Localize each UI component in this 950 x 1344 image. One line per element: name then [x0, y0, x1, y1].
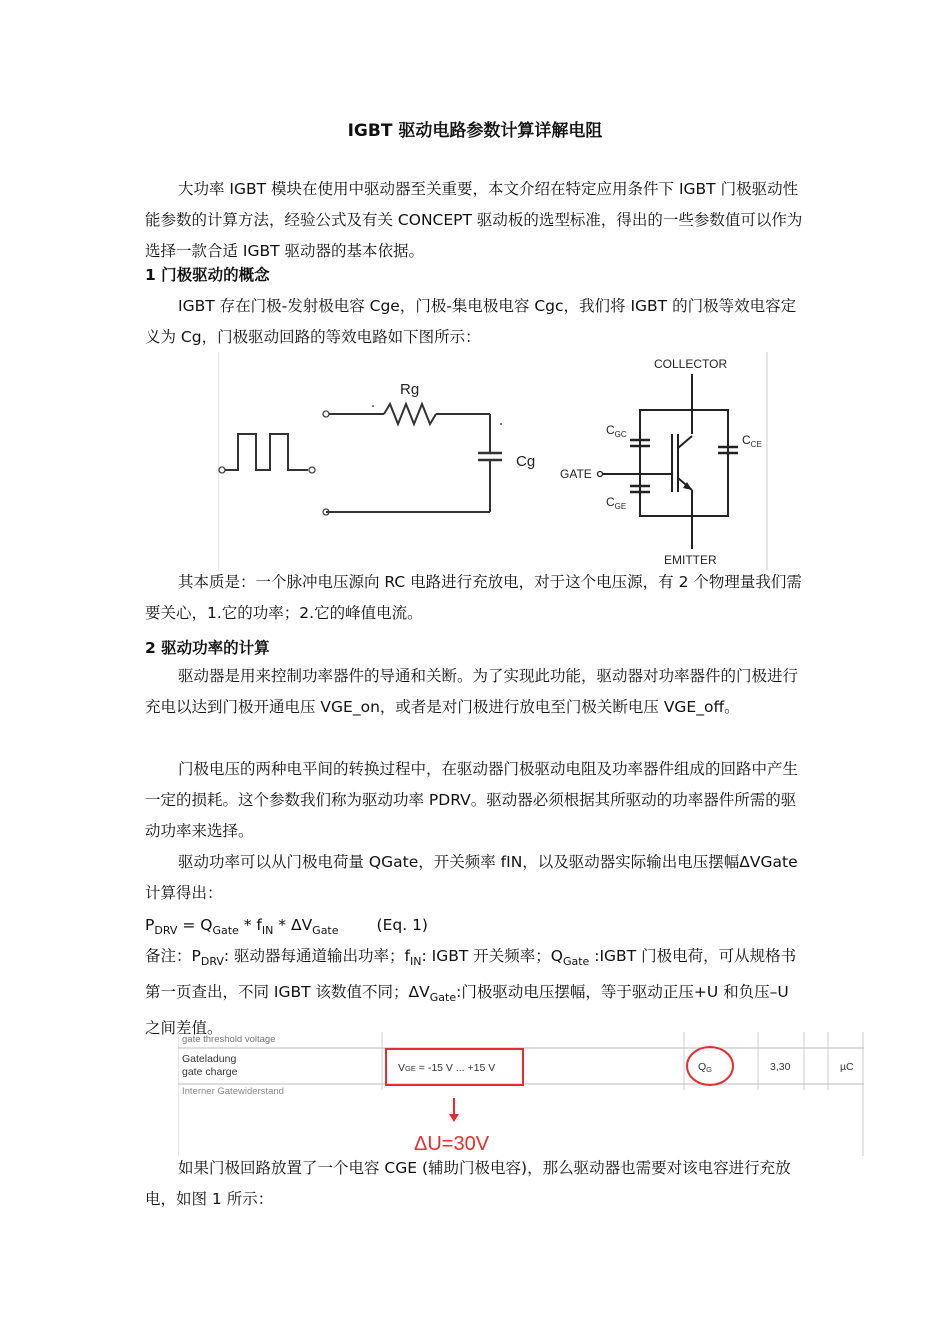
section-heading-1: 1 门极驱动的概念: [145, 266, 270, 284]
circuit-diagram: [218, 352, 768, 570]
equation-1: $P_{DRV} = Q_{Gate} * f_{IN} * \Delta V_{Gate}$ (Eq. 1): [145, 916, 428, 937]
gate-charge-label: gate charge: [182, 1066, 238, 1078]
gate-label: GATE: [560, 467, 592, 481]
qg-symbol: QG: [698, 1061, 713, 1074]
paragraph-drive-power: 门极电压的两种电平间的转换过程中，在驱动器门极驱动电阻及功率器件组成的回路中产生一定的损耗。这个参数我们称为驱动功率 PDRV。驱动器必须根据其所驱动的功率器件所需的驱动功率来选择。: [145, 760, 799, 840]
paragraph-driver: 驱动器是用来控制功率器件的导通和关断。为了实现此功能，驱动器对功率器件的门极进行充电以达到门极开通电压 VGE_on，或者是对门极进行放电至门极关断电压 VGE_off。: [145, 667, 799, 716]
cge-label: $C_{GE}$: [606, 495, 627, 511]
row-above-label: gate threshold voltage: [182, 1034, 276, 1045]
emitter-label: EMITTER: [664, 553, 717, 567]
note-paragraph: 备注：$P_{DRV}$: 驱动器每通道输出功率；$f_{IN}$: IGBT 开关频率；$Q_{Gate}$ :IGBT 门极电荷，可从规格书第一页查出，不同 IGBT 该数值不同；$\Delta V_{Gate}$:门极驱动电压摆幅，等于驱动正压+U 和负压–U 之间差值。: [145, 947, 797, 1037]
cgc-label: $C_{GC}$: [606, 423, 627, 439]
paragraph-auxiliary-capacitor: 如果门极回路放置了一个电容 CGE (辅助门极电容)，那么驱动器也需要对该电容进行充放电，如图 1 所示：: [145, 1159, 791, 1208]
delta-u-label: ΔU=30V: [414, 1133, 490, 1155]
cg-label: Cg: [516, 453, 536, 470]
igbt-model: [560, 357, 762, 567]
gate-charge-value: 3,30: [770, 1061, 791, 1073]
paragraph-gate-capacitance: IGBT 存在门极-发射极电容 Cge，门极-集电极电容 Cgc，我们将 IGBT 的门极等效电容定义为 Cg，门极驱动回路的等效电路如下图所示：: [145, 297, 797, 346]
paragraph-calculation: 驱动功率可以从门极电荷量 QGate，开关频率 fIN，以及驱动器实际输出电压摆幅ΔVGate 计算得出：: [145, 853, 798, 902]
pulse-source-symbol: [219, 434, 315, 473]
gate-charge-unit: µC: [840, 1061, 854, 1073]
equivalent-circuit-figure: [218, 352, 768, 570]
rg-label: Rg: [400, 381, 420, 398]
intro-paragraph: 大功率 IGBT 模块在使用中驱动器至关重要，本文介绍在特定应用条件下 IGBT 门极驱动性能参数的计算方法，经验公式及有关 CONCEPT 驱动板的选型标准，得出的一些参数值可以作为选择一款合适 IGBT 驱动器的基本依据。: [145, 180, 803, 260]
page-title: IGBT 驱动电路参数计算详解电阻: [347, 121, 603, 141]
collector-label: COLLECTOR: [654, 357, 728, 371]
datasheet-snippet: [178, 1032, 864, 1156]
row-below-label: Interner Gatewiderstand: [182, 1086, 284, 1097]
datasheet-gate-charge-figure: [178, 1032, 864, 1156]
rc-circuit: [323, 381, 535, 515]
cce-label: $C_{CE}$: [742, 433, 762, 449]
paragraph-essence: 其本质是：一个脉冲电压源向 RC 电路进行充放电，对于这个电压源，有 2 个物理量我们需要关心，1.它的功率；2.它的峰值电流。: [145, 573, 802, 622]
resistor-symbol: [384, 404, 436, 424]
section-heading-2: 2 驱动功率的计算: [145, 639, 270, 657]
gateladung-label: Gateladung: [182, 1053, 237, 1065]
vge-condition: VGE = -15 V ... +15 V: [398, 1062, 496, 1074]
